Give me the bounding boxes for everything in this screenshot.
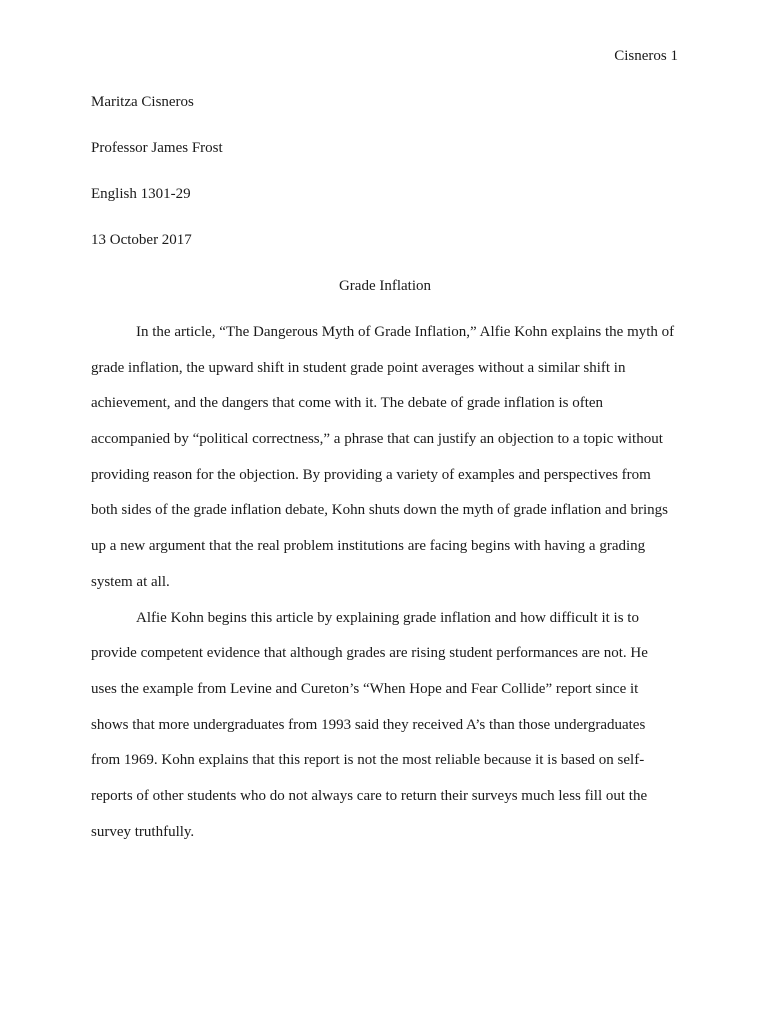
essay-date: 13 October 2017: [91, 232, 192, 248]
paragraph-line: survey truthfully.: [91, 823, 195, 840]
paragraph-line: grade inflation, the upward shift in student grade point averages without a similar shift in: [91, 359, 626, 376]
paragraph-line: reports of other students who do not always care to return their surveys much less fill out the: [91, 787, 648, 804]
paragraph-line: up a new argument that the real problem institutions are facing begins with having a grading: [91, 538, 646, 555]
course-name: English 1301-29: [91, 186, 191, 202]
professor-name: Professor James Frost: [91, 140, 223, 156]
paragraph-line: In the article, “The Dangerous Myth of Grade Inflation,” Alfie Kohn explains the myth of: [136, 324, 675, 340]
paragraph-line: achievement, and the dangers that come with it. The debate of grade inflation is often: [91, 395, 604, 412]
paragraph-line: providing reason for the objection. By providing a variety of examples and perspectives from: [91, 466, 651, 483]
paragraph-line: shows that more undergraduates from 1993 said they received A’s than those undergraduates: [91, 716, 646, 733]
paragraph-line: both sides of the grade inflation debate, Kohn shuts down the myth of grade inflation and brings: [91, 502, 668, 519]
paragraph-line: system at all.: [91, 573, 170, 590]
author-name: Maritza Cisneros: [91, 94, 194, 110]
paragraph-2: [91, 608, 679, 858]
paragraph-line: Alfie Kohn begins this article by explaining grade inflation and how difficult it is to: [136, 609, 639, 626]
paragraph-line: provide competent evidence that although grades are rising student performances are not. He: [91, 645, 648, 662]
paragraph-line: accompanied by “political correctness,” a phrase that can justify an objection to a topic without: [91, 431, 663, 448]
running-head: Cisneros 1: [614, 48, 678, 64]
document-body: [91, 92, 679, 857]
paragraph-line: uses the example from Levine and Cureton’s “When Hope and Fear Collide” report since it: [91, 680, 639, 697]
paragraph-1: [91, 322, 679, 608]
essay-title: Grade Inflation: [338, 278, 432, 294]
paragraph-line: from 1969. Kohn explains that this report is not the most reliable because it is based on self-: [91, 752, 645, 769]
